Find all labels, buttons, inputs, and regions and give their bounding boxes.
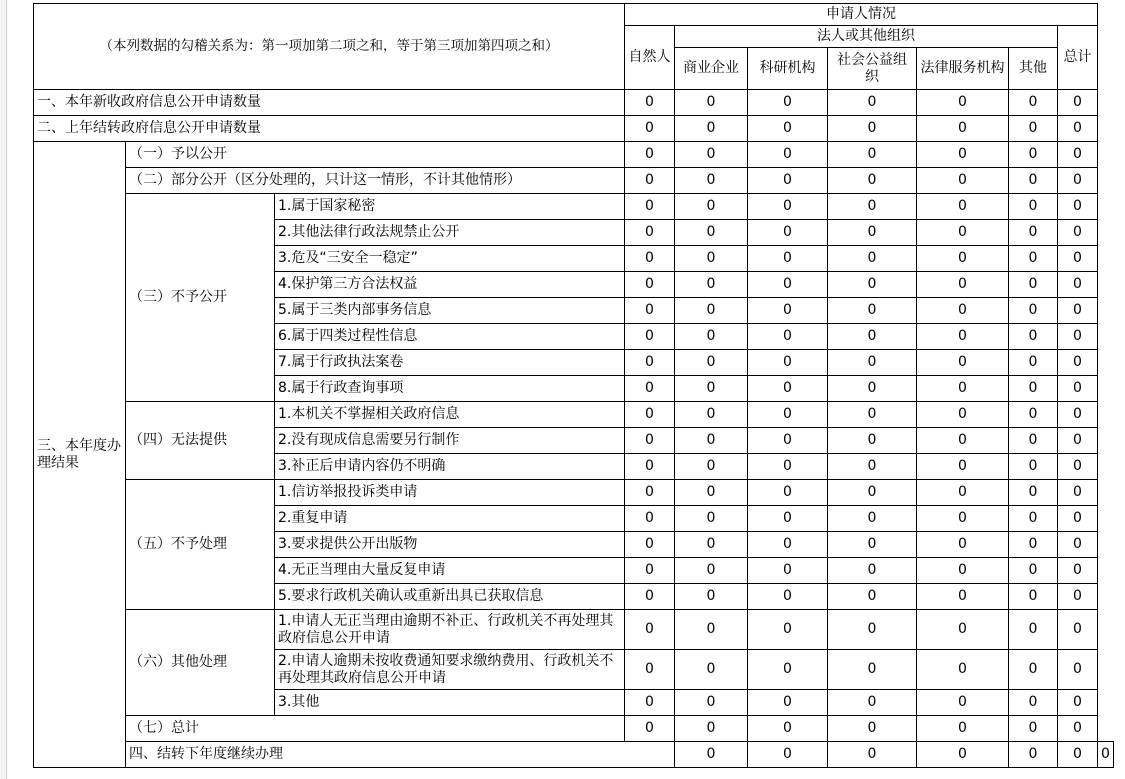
cell-value: 0 — [675, 690, 748, 716]
cell-value: 0 — [748, 742, 828, 768]
cell-value: 0 — [1009, 454, 1058, 480]
sub-label: 3.其他 — [275, 690, 625, 716]
row-partially-disclosed — [34, 168, 1114, 194]
cell-value: 0 — [1009, 90, 1058, 116]
cell-value: 0 — [828, 716, 917, 742]
sub-label: 5.要求行政机关确认或重新出具已获取信息 — [275, 584, 625, 610]
cell-value: 0 — [1009, 650, 1058, 690]
cell-value: 0 — [917, 716, 1009, 742]
cell-value: 0 — [828, 558, 917, 584]
cell-value: 0 — [1009, 690, 1058, 716]
cell-value: 0 — [828, 402, 917, 428]
cell-value: 0 — [917, 376, 1009, 402]
cell-value: 0 — [748, 298, 828, 324]
group-label: （五）不予处理 — [126, 480, 275, 610]
cell-value: 0 — [675, 454, 748, 480]
cell-value: 0 — [1098, 742, 1114, 768]
cell-value: 0 — [1009, 402, 1058, 428]
cell-value: 0 — [625, 558, 675, 584]
section-results-label: 三、本年度办理结果 — [34, 142, 126, 768]
sub-label: 3.危及“三安全一稳定” — [275, 246, 625, 272]
cell-value: 0 — [828, 480, 917, 506]
cell-value: 0 — [748, 716, 828, 742]
cell-value: 0 — [1058, 350, 1098, 376]
cell-value: 0 — [1009, 272, 1058, 298]
cell-value: 0 — [917, 480, 1009, 506]
group-label: （七）总计 — [126, 716, 625, 742]
legal-group-header: 法人或其他组织 — [675, 26, 1058, 48]
cell-value: 0 — [1009, 558, 1058, 584]
cell-value: 0 — [1009, 506, 1058, 532]
cell-value: 0 — [917, 220, 1009, 246]
cell-value: 0 — [675, 90, 748, 116]
row-subtotal — [34, 716, 1114, 742]
cell-value: 0 — [1009, 298, 1058, 324]
cell-value: 0 — [1058, 220, 1098, 246]
cell-value: 0 — [625, 90, 675, 116]
cell-value: 0 — [748, 402, 828, 428]
cell-value: 0 — [625, 116, 675, 142]
cell-value: 0 — [1009, 376, 1058, 402]
cell-value: 0 — [675, 272, 748, 298]
cell-value: 0 — [675, 376, 748, 402]
cell-value: 0 — [1058, 90, 1098, 116]
cell-value: 0 — [917, 116, 1009, 142]
commercial-header: 商业企业 — [675, 48, 748, 90]
sub-label: 2.申请人逾期未按收费通知要求缴纳费用、行政机关不再处理其政府信息公开申请 — [275, 650, 625, 690]
cell-value: 0 — [1009, 532, 1058, 558]
cell-value: 0 — [675, 142, 748, 168]
cell-value: 0 — [1009, 194, 1058, 220]
cell-value: 0 — [917, 272, 1009, 298]
cell-value: 0 — [917, 742, 1009, 768]
sub-label: 4.保护第三方合法权益 — [275, 272, 625, 298]
cell-value: 0 — [748, 376, 828, 402]
cell-value: 0 — [1009, 350, 1058, 376]
cell-value: 0 — [828, 298, 917, 324]
cell-value: 0 — [748, 610, 828, 650]
row-label: 二、上年结转政府信息公开申请数量 — [34, 116, 625, 142]
cell-value: 0 — [748, 116, 828, 142]
cell-value: 0 — [748, 650, 828, 690]
cell-value: 0 — [1009, 220, 1058, 246]
cell-value: 0 — [917, 298, 1009, 324]
sub-label: 2.重复申请 — [275, 506, 625, 532]
cell-value: 0 — [917, 584, 1009, 610]
cell-value: 0 — [828, 532, 917, 558]
cell-value: 0 — [1058, 194, 1098, 220]
group-label: （二）部分公开（区分处理的，只计这一情形，不计其他情形） — [126, 168, 625, 194]
cell-value: 0 — [828, 168, 917, 194]
cell-value: 0 — [748, 428, 828, 454]
cell-value: 0 — [917, 402, 1009, 428]
cell-value: 0 — [625, 610, 675, 650]
cell-value: 0 — [748, 246, 828, 272]
cell-value: 0 — [748, 350, 828, 376]
group-label: （一）予以公开 — [126, 142, 625, 168]
cell-value: 0 — [675, 324, 748, 350]
sub-label: 3.要求提供公开出版物 — [275, 532, 625, 558]
public-welfare-header: 社会公益组织 — [828, 48, 917, 90]
cell-value: 0 — [1058, 506, 1098, 532]
cell-value: 0 — [1058, 454, 1098, 480]
sub-label: 2.没有现成信息需要另行制作 — [275, 428, 625, 454]
row-carry-forward — [34, 742, 1114, 768]
cell-value: 0 — [675, 350, 748, 376]
cell-value: 0 — [675, 246, 748, 272]
group-label: （三）不予公开 — [126, 194, 275, 402]
cell-value: 0 — [1058, 324, 1098, 350]
cell-value: 0 — [1009, 742, 1058, 768]
cell-value: 0 — [1058, 168, 1098, 194]
cell-value: 0 — [828, 690, 917, 716]
cell-value: 0 — [917, 690, 1009, 716]
cell-value: 0 — [748, 324, 828, 350]
cell-value: 0 — [748, 454, 828, 480]
cell-value: 0 — [1009, 168, 1058, 194]
cell-value: 0 — [828, 650, 917, 690]
cell-value: 0 — [625, 298, 675, 324]
cell-value: 0 — [828, 376, 917, 402]
cell-value: 0 — [748, 558, 828, 584]
sub-label: 1.信访举报投诉类申请 — [275, 480, 625, 506]
cell-value: 0 — [1058, 716, 1098, 742]
cell-value: 0 — [1058, 742, 1098, 768]
checksum-note: （本列数据的勾稽关系为：第一项加第二项之和，等于第三项加第四项之和） — [34, 4, 625, 90]
cell-value: 0 — [675, 650, 748, 690]
cell-value: 0 — [1009, 428, 1058, 454]
cell-value: 0 — [625, 532, 675, 558]
cell-value: 0 — [1058, 584, 1098, 610]
cell-value: 0 — [828, 272, 917, 298]
cell-value: 0 — [748, 272, 828, 298]
cell-value: 0 — [1058, 298, 1098, 324]
cell-value: 0 — [625, 650, 675, 690]
cell-value: 0 — [828, 246, 917, 272]
cell-value: 0 — [917, 168, 1009, 194]
cell-value: 0 — [917, 246, 1009, 272]
cell-value: 0 — [625, 716, 675, 742]
cell-value: 0 — [625, 454, 675, 480]
sub-label: 4.无正当理由大量反复申请 — [275, 558, 625, 584]
cell-value: 0 — [625, 220, 675, 246]
cell-value: 0 — [748, 532, 828, 558]
cell-value: 0 — [1009, 480, 1058, 506]
cell-value: 0 — [675, 480, 748, 506]
other-header: 其他 — [1009, 48, 1058, 90]
cell-value: 0 — [748, 168, 828, 194]
cell-value: 0 — [917, 324, 1009, 350]
row-label: 一、本年新收政府信息公开申请数量 — [34, 90, 625, 116]
cell-value: 0 — [748, 690, 828, 716]
cell-value: 0 — [625, 350, 675, 376]
cell-value: 0 — [828, 610, 917, 650]
cell-value: 0 — [625, 246, 675, 272]
cell-value: 0 — [1058, 272, 1098, 298]
sub-label: 3.补正后申请内容仍不明确 — [275, 454, 625, 480]
cell-value: 0 — [1058, 690, 1098, 716]
cell-value: 0 — [917, 350, 1009, 376]
sub-label: 7.属于行政执法案卷 — [275, 350, 625, 376]
cell-value: 0 — [917, 532, 1009, 558]
cell-value: 0 — [1058, 376, 1098, 402]
cell-value: 0 — [675, 532, 748, 558]
cell-value: 0 — [675, 220, 748, 246]
cell-value: 0 — [1009, 246, 1058, 272]
cell-value: 0 — [625, 272, 675, 298]
cell-value: 0 — [748, 90, 828, 116]
cell-value: 0 — [625, 142, 675, 168]
cell-value: 0 — [828, 350, 917, 376]
sub-label: 1.本机关不掌握相关政府信息 — [275, 402, 625, 428]
cell-value: 0 — [625, 168, 675, 194]
sub-label: 1.属于国家秘密 — [275, 194, 625, 220]
sub-label: 2.其他法律行政法规禁止公开 — [275, 220, 625, 246]
cell-value: 0 — [1058, 116, 1098, 142]
cell-value: 0 — [675, 428, 748, 454]
cell-value: 0 — [1058, 428, 1098, 454]
sub-label: 1.申请人无正当理由逾期不补正、行政机关不再处理其政府信息公开申请 — [275, 610, 625, 650]
header-row-1 — [34, 4, 1114, 26]
cell-value: 0 — [828, 194, 917, 220]
row-carried-over — [34, 116, 1114, 142]
table-row — [34, 402, 1114, 428]
cell-value: 0 — [828, 454, 917, 480]
cell-value: 0 — [1058, 558, 1098, 584]
group-label: （六）其他处理 — [126, 610, 275, 716]
cell-value: 0 — [1058, 246, 1098, 272]
cell-value: 0 — [625, 324, 675, 350]
cell-value: 0 — [675, 716, 748, 742]
cell-value: 0 — [828, 90, 917, 116]
cell-value: 0 — [1009, 716, 1058, 742]
row-label: 四、结转下年度继续办理 — [126, 742, 675, 768]
cell-value: 0 — [828, 220, 917, 246]
cell-value: 0 — [675, 584, 748, 610]
cell-value: 0 — [675, 610, 748, 650]
cell-value: 0 — [748, 142, 828, 168]
cell-value: 0 — [917, 428, 1009, 454]
cell-value: 0 — [1058, 480, 1098, 506]
cell-value: 0 — [748, 480, 828, 506]
cell-value: 0 — [917, 650, 1009, 690]
group-label: （四）无法提供 — [126, 402, 275, 480]
disclosure-statistics-table — [33, 3, 1114, 768]
cell-value: 0 — [748, 194, 828, 220]
natural-person-header: 自然人 — [625, 26, 675, 90]
cell-value: 0 — [748, 506, 828, 532]
cell-value: 0 — [675, 168, 748, 194]
cell-value: 0 — [675, 298, 748, 324]
cell-value: 0 — [828, 506, 917, 532]
page-left-edge — [0, 0, 7, 779]
cell-value: 0 — [625, 506, 675, 532]
cell-value: 0 — [828, 742, 917, 768]
table-row — [34, 194, 1114, 220]
legal-service-header: 法律服务机构 — [917, 48, 1009, 90]
table-row — [34, 480, 1114, 506]
cell-value: 0 — [625, 402, 675, 428]
cell-value: 0 — [828, 584, 917, 610]
sub-label: 8.属于行政查询事项 — [275, 376, 625, 402]
cell-value: 0 — [917, 610, 1009, 650]
cell-value: 0 — [917, 142, 1009, 168]
cell-value: 0 — [828, 142, 917, 168]
cell-value: 0 — [1058, 610, 1098, 650]
cell-value: 0 — [1058, 142, 1098, 168]
sub-label: 6.属于四类过程性信息 — [275, 324, 625, 350]
cell-value: 0 — [748, 584, 828, 610]
cell-value: 0 — [917, 506, 1009, 532]
cell-value: 0 — [828, 428, 917, 454]
cell-value: 0 — [675, 402, 748, 428]
cell-value: 0 — [625, 690, 675, 716]
cell-value: 0 — [625, 376, 675, 402]
cell-value: 0 — [675, 194, 748, 220]
cell-value: 0 — [1009, 584, 1058, 610]
cell-value: 0 — [917, 194, 1009, 220]
cell-value: 0 — [1009, 116, 1058, 142]
cell-value: 0 — [1009, 610, 1058, 650]
cell-value: 0 — [917, 90, 1009, 116]
table-row — [34, 610, 1114, 650]
row-disclosed — [34, 142, 1114, 168]
applicant-header: 申请人情况 — [625, 4, 1098, 26]
cell-value: 0 — [625, 428, 675, 454]
cell-value: 0 — [675, 742, 748, 768]
cell-value: 0 — [828, 324, 917, 350]
cell-value: 0 — [625, 480, 675, 506]
cell-value: 0 — [1009, 142, 1058, 168]
cell-value: 0 — [1009, 324, 1058, 350]
cell-value: 0 — [1058, 402, 1098, 428]
cell-value: 0 — [828, 116, 917, 142]
cell-value: 0 — [675, 506, 748, 532]
cell-value: 0 — [675, 116, 748, 142]
cell-value: 0 — [748, 220, 828, 246]
cell-value: 0 — [917, 454, 1009, 480]
row-new-requests — [34, 90, 1114, 116]
sub-label: 5.属于三类内部事务信息 — [275, 298, 625, 324]
total-header: 总计 — [1058, 26, 1098, 90]
cell-value: 0 — [1058, 650, 1098, 690]
cell-value: 0 — [625, 584, 675, 610]
research-header: 科研机构 — [748, 48, 828, 90]
cell-value: 0 — [675, 558, 748, 584]
cell-value: 0 — [1058, 532, 1098, 558]
cell-value: 0 — [917, 558, 1009, 584]
cell-value: 0 — [625, 194, 675, 220]
